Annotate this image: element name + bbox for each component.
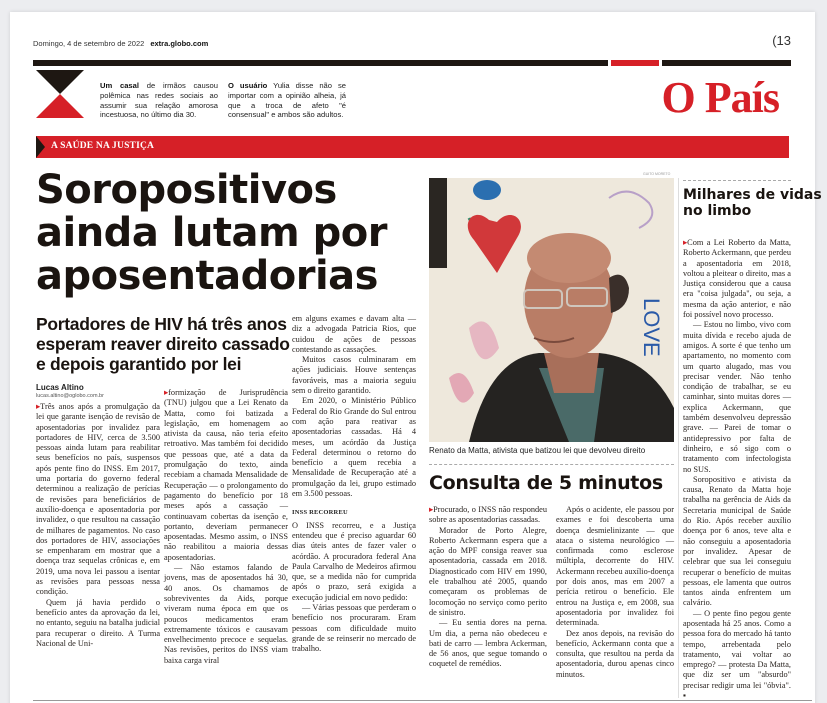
teaser-text: Yulia disse não se importar com a opinião alheia, já que a troca de afeto "é consensual" e ambos são adultos. bbox=[228, 81, 347, 120]
box-headline: Consulta de 5 minutos bbox=[429, 472, 663, 494]
paragraph: Após o acidente, ele passou por exames e foi descoberta uma doença desmielinizante — que ataca o sistema neurológico — confirmada como esclerose múltipla, decorrente do HIV. Ackermann recebeu auxílio-doença por dois anos, mas em 2007 a perícia retirou o benefício. Ele entrou na Justiça e, em 2008, sua aposentadoria por invalidez foi determinada. bbox=[556, 505, 674, 628]
teaser-lead: Um casal bbox=[100, 81, 139, 90]
paragraph: — Eu sentia dores na perna. Um dia, a perna não obedeceu e bati de carro — lembra Ackerman, de 56 anos, que segue tomando o coquetel de remédios. bbox=[429, 618, 547, 669]
paragraph: O INSS recorreu, e a Justiça entendeu que é preciso aguardar 60 dias úteis antes de fazer valer o acórdão. A procuradora federal Ana Paula Carvalho de Medeiros afirmou que, se a medida não for cumprida após o prazo, será exigida a execução judicial em novo pedido: bbox=[292, 520, 416, 602]
inline-subtitle: INSS RECORREU bbox=[292, 509, 348, 517]
article-subhead: Portadores de HIV há três anos esperam reaver direito cassado e depois garantido por lei bbox=[36, 314, 290, 374]
teaser-1 bbox=[100, 81, 218, 120]
byline bbox=[36, 383, 104, 399]
teaser-lead: O usuário bbox=[228, 81, 268, 90]
paragraph: ▸ Procurado, o INSS não respondeu sobre as aposentadorias cassadas. bbox=[429, 505, 547, 526]
paragraph: ▸ formização de Jurisprudência (TNU) julgou que a Lei Renato da Matta, como foi batizada a legislação, em homenagem ao ativista da causa, não teria efeito retroativo. Mas também foi decidido que pessoas que, até a data da promulgação do texto, ainda recebiam a chamada Mensalidade de Recuperação — o prolongamento do pagamento do benefício por 18 meses após a cassação — continuavam cobertas da isenção e, portanto, deveriam permanecer aposentadas. Mesmo assim, o INSS não reabilitou a maioria dessas aposentadorias. bbox=[164, 388, 288, 563]
section-title: O País bbox=[661, 73, 779, 122]
paragraph: Quem já havia perdido o benefício antes da aprovação da lei, no entanto, seguiu na batalha judicial para recuperar o direito. A Turma Nacional de Uni- bbox=[36, 597, 160, 648]
paragraph: Soropositivo e ativista da causa, Renato da Matta hoje trabalha na gerência de Aids da Secretaria municipal de Saúde do Rio. Após receber auxílio doença por 6 anos, teve alta e não conseguiu a aposentadoria por invalidez. Apesar de celebrar que sua lei conseguiu recuperar o benefício de muitas pessoas, ele lamenta que outros tantos ainda enfrentem um calvário. bbox=[683, 474, 791, 608]
sidebar-headline: Milhares de vidas no limbo bbox=[683, 187, 822, 219]
hourglass-logo-icon bbox=[36, 70, 84, 118]
header-rule-right bbox=[662, 60, 791, 66]
article-headline: Soropositivos ainda lutam por aposentadorias bbox=[36, 167, 387, 299]
teaser-2 bbox=[228, 81, 346, 120]
teaser-text: de irmãos causou polêmica nas redes sociais ao assumir sua relação amorosa incestuosa, no último dia 30. bbox=[100, 81, 218, 120]
box-column-1 bbox=[429, 505, 547, 670]
portrait-photo bbox=[429, 178, 674, 442]
paragraph: em alguns exames e davam alta — diz a advogada Patricia Rios, que cuidou de ações de pessoas contestando as cassações. bbox=[292, 314, 416, 354]
paragraph: — Várias pessoas que perderam o benefício nos procuraram. Eram pessoas com dificuldade muito grande de se reinserir no mercado de trabalho. bbox=[292, 603, 416, 654]
site-url: extra.globo.com bbox=[150, 39, 209, 48]
paragraph: Morador de Porto Alegre, Roberto Ackermann espera que a ação do MPF consiga reaver sua aposentadoria, cassada em 2018. Diagnosticado com HIV em 1990, ele trabalhou até 2005, quando começaram os problemas de locomoção no serviço como perito de sinistro. bbox=[429, 525, 547, 617]
paragraph: ▸ Três anos após a promulgação da lei que garante isenção de revisão de aposentadorias por invalidez para portadores de HIV, cerca de 3.500 pessoas ainda lutam para reabilitar seus benefícios no país, suspensos após pente fino do INSS. Em 2017, uma portaria do governo federal determinou a realização de perícias de revisões para beneficiários de auxílio-doença e aposentadoria por invalidez, o que resultou na cassação de milhares de pagamentos. No caso dos portadores de HIV, associações se empenharam em mostrar que a doença traz sequelas crônicas e, em 2019, uma nova lei passou a isentar as revisões para pessoas nessa condição. bbox=[36, 402, 160, 598]
article-column-2 bbox=[164, 388, 288, 666]
kicker-label: A SAÚDE NA JUSTIÇA bbox=[51, 141, 155, 151]
article-column-3 bbox=[292, 314, 416, 655]
svg-text:LOVE: LOVE bbox=[639, 298, 664, 357]
paragraph: — O pente fino pegou gente aposentada há 25 anos. Como a pessoa fora do mercado há tanto tempo, arrebentada pelo tratamento, vai voltar ao emprego? — protesta Da Matta, que diz ser um "absurdo" precisar redigir uma lei "óbvia". ▪ bbox=[683, 608, 791, 701]
paragraph: — Não estamos falando de jovens, mas de aposentados há 30, 40 anos. Os chamamos de sobreviventes da Aids, porque viveram numa época em que os poucos medicamentos eram extremamente tóxicos e causavam envelhecimento precoce e sequelas. Nas revisões, peritos do INSS viam baixa carga viral bbox=[164, 563, 288, 665]
issue-date: Domingo, 4 de setembro de 2022 bbox=[33, 39, 145, 48]
kicker-bar bbox=[36, 136, 789, 158]
paragraph: Dez anos depois, na revisão do benefício, Ackermann conta que a consulta, que resultou na perda da aposentadoria, durou apenas cinco minutos. bbox=[556, 628, 674, 679]
portrait-image-icon bbox=[429, 178, 674, 442]
article-column-1 bbox=[36, 402, 160, 649]
sidebar-column bbox=[683, 238, 791, 701]
photo-caption: Renato da Matta, ativista que batizou lei que devolveu direito bbox=[429, 446, 646, 455]
page-number: (13 bbox=[772, 33, 791, 48]
author-name: Lucas Altino bbox=[36, 383, 84, 392]
box-column-2 bbox=[556, 505, 674, 680]
header-rule-accent bbox=[611, 60, 659, 66]
paragraph: ▸ Com a Lei Roberto da Matta, Roberto Ackermann, que perdeu a aposentadoria em 2018, voltou a pleitear o direito, mas a Justiça considerou que a causa era "coisa julgada", ou seja, a mesma da ação anterior, e não foi possível novo processo. bbox=[683, 238, 791, 320]
newspaper-page bbox=[10, 12, 822, 703]
box-divider bbox=[429, 464, 674, 465]
header-rule bbox=[33, 60, 608, 66]
paragraph: Em 2020, o Ministério Público Federal do Rio Grande do Sul entrou com ação para reativar as aposentadorias cassadas. Há 4 meses, um acórdão da Justiça Federal determinou o retorno do benefício a quem recebia a Mensalidade de Recuperação até a promulgação da lei, grupo estimado em 3.500 pessoas. bbox=[292, 396, 416, 499]
sidebar-divider bbox=[683, 180, 791, 181]
paragraph: Muitos casos culminaram em ações judiciais. Houve sentenças favoráveis, mas a maioria seguiu sem o direito garantido. bbox=[292, 355, 416, 396]
page-dateline bbox=[33, 39, 208, 48]
column-divider bbox=[678, 178, 679, 698]
paragraph: — Estou no limbo, vivo com muita dívida e recebo ajuda de amigos. A sorte é que tenho um apartamento, no momento com um quarto alugado, mas vou precisar vender. Não tenho condição de trabalhar, se eu caminhar, sinto muitas dores — explica Ackermann, que também desenvolveu depressão grave. — Parei de tomar o antidepressivo por falta de dinheiro, e só sigo com o tratamento com infectologista no SUS. bbox=[683, 320, 791, 474]
author-email: lucas.altino@oglobo.com.br bbox=[36, 393, 104, 399]
kicker-arrow-icon bbox=[36, 136, 45, 158]
photo-credit: GUITO MORETO bbox=[643, 172, 671, 176]
